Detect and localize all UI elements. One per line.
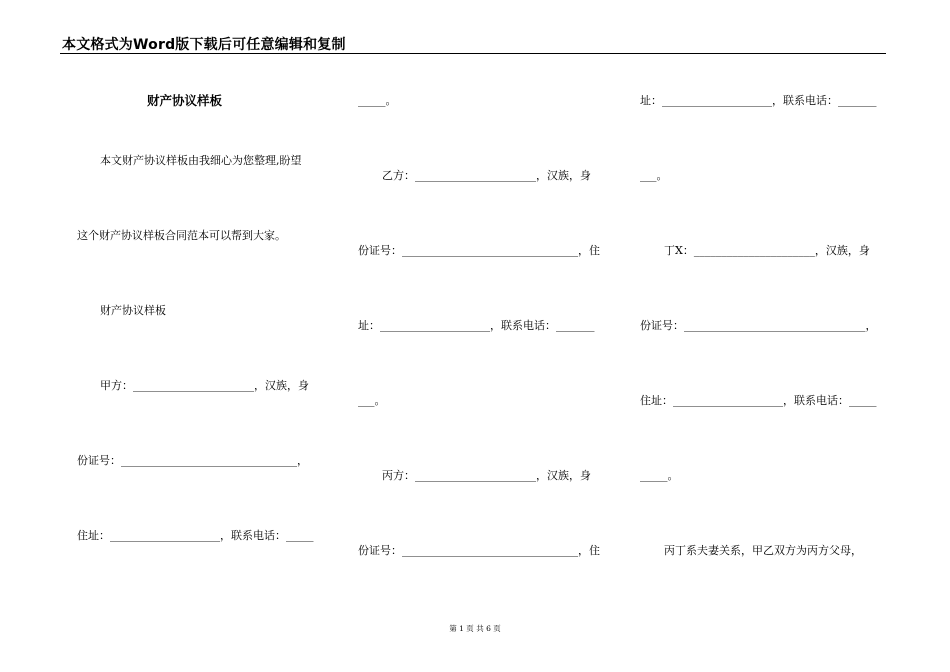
text-line: 丁X：______________________，汉族，身 (664, 244, 870, 257)
text-line: ___。 (640, 169, 668, 182)
text-line: 甲方：______________________，汉族，身 (100, 379, 309, 392)
text-line: 住址：____________________，联系电话：_____ (640, 394, 877, 407)
text-line: _____。 (358, 94, 397, 107)
text-line: 本文财产协议样板由我细心为您整理,盼望 (100, 154, 302, 167)
text-line: 丙丁系夫妻关系，甲乙双方为丙方父母， (664, 544, 862, 557)
section-title: 财产协议样板 (100, 304, 166, 317)
text-line: 份证号：________________________________， (77, 454, 308, 467)
text-line: _____。 (640, 469, 679, 482)
text-line: 份证号：________________________________，住 (358, 244, 600, 257)
text-line: 乙方：______________________，汉族，身 (382, 169, 591, 182)
text-line: 住址：____________________，联系电话：_____ (77, 529, 314, 542)
text-line: 份证号：________________________________，住 (358, 544, 600, 557)
text-line: 这个财产协议样板合同范本可以帮到大家。 (77, 229, 286, 242)
text-line: 址：____________________，联系电话：_______ (640, 94, 877, 107)
doc-title: 财产协议样板 (147, 93, 223, 108)
text-line: 址：____________________，联系电话：_______ (358, 319, 595, 332)
text-line: 丙方：______________________，汉族，身 (382, 469, 591, 482)
page-number: 第 1 页 共 6 页 (449, 624, 501, 633)
header-rule (60, 53, 886, 54)
document-header: 本文格式为Word版下载后可任意编辑和复制 (62, 37, 346, 53)
text-line: 份证号：_________________________________， (640, 319, 877, 332)
text-line: ___。 (358, 394, 386, 407)
